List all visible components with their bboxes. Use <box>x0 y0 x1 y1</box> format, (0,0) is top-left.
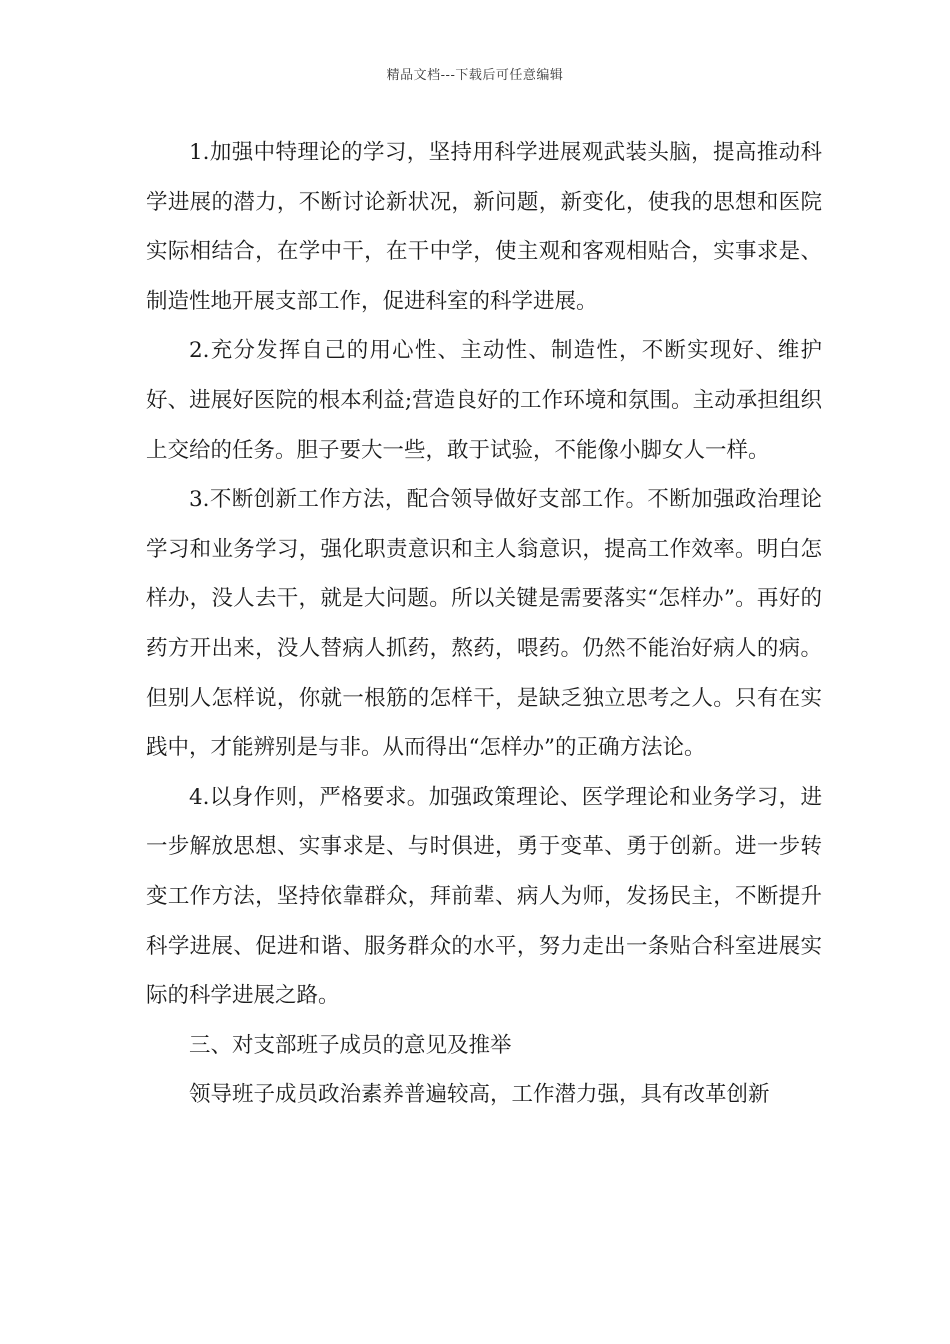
paragraph-1: 1.加强中特理论的学习，坚持用科学进展观武装头脑，提高推动科学进展的潜力，不断讨论新状况，新问题，新变化，使我的思想和医院实际相结合，在学中干，在干中学，使主观和客观相贴合，实事求是、制造性地开展支部工作，促进科室的科学进展。 <box>146 140 822 314</box>
paragraph-3: 3.不断创新工作方法，配合领导做好支部工作。不断加强政治理论学习和业务学习，强化职责意识和主人翁意识，提高工作效率。明白怎样办，没人去干，就是大问题。所以关键是需要落实“怎样办”。再好的药方开出来，没人替病人抓药，熬药，喂药。仍然不能治好病人的病。但别人怎样说，你就一根筋的怎样干，是缺乏独立思考之人。只有在实践中，才能辨别是与非。从而得出“怎样办”的正确方法论。 <box>146 487 822 761</box>
section-heading: 三、对支部班子成员的意见及推举 <box>189 1032 512 1058</box>
paragraph-4: 4.以身作则，严格要求。加强政策理论、医学理论和业务学习，进一步解放思想、实事求是、与时俱进，勇于变革、勇于创新。进一步转变工作方法，坚持依靠群众，拜前辈、病人为师，发扬民主，不断提升科学进展、促进和谐、服务群众的水平，努力走出一条贴合科室进展实际的科学进展之路。 <box>146 784 822 1009</box>
page-header: 精品文档---下载后可任意编辑 <box>386 68 564 83</box>
paragraph-5: 领导班子成员政治素养普遍较高，工作潜力强，具有改革创新 <box>189 1082 770 1108</box>
paragraph-2: 2.充分发挥自己的用心性、主动性、制造性，不断实现好、维护好、进展好医院的根本利益;营造良好的工作环境和氛围。主动承担组织上交给的任务。胆子要大一些，敢于试验，不能像小脚女人一样。 <box>146 338 822 463</box>
document-body <box>146 128 822 1120</box>
